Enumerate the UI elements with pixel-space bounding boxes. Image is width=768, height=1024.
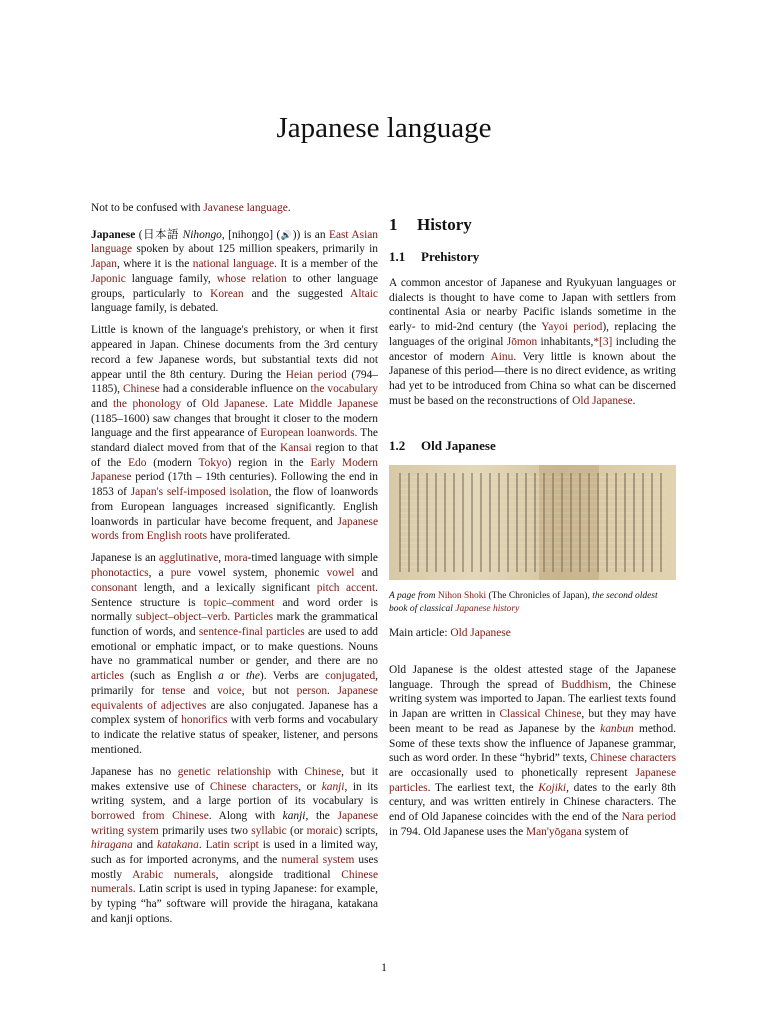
text: ). Verbs are (259, 670, 326, 683)
link-korean[interactable]: Korean (210, 287, 244, 300)
link-latin-script[interactable]: Latin script (205, 839, 259, 852)
link-nara-period[interactable]: Nara period (621, 811, 676, 824)
link-altaic[interactable]: Altaic (350, 287, 378, 300)
text: region to that of the (91, 442, 378, 469)
text: , (218, 552, 225, 565)
text: , but not (241, 684, 297, 697)
link-articles[interactable]: articles (91, 670, 124, 683)
emphasis: a (218, 670, 224, 683)
text: Main article: (389, 627, 451, 640)
manuscript-text-texture (399, 473, 666, 572)
text: had a considerable influence on (159, 383, 311, 396)
text: have proliferated. (207, 530, 291, 543)
link-tokyo[interactable]: Tokyo (198, 456, 228, 469)
page-number: 1 (381, 960, 387, 974)
text: and (132, 839, 158, 852)
section-title: History (417, 215, 472, 234)
section-heading-history (389, 215, 676, 235)
link-chinese-2[interactable]: Chinese (304, 765, 342, 778)
text: . (264, 397, 274, 410)
text: ) region in the (227, 456, 311, 469)
text: inhabitants, (537, 335, 594, 348)
link-heian-period[interactable]: Heian period (285, 368, 347, 381)
text: are occasionally used to phonetically represent (389, 766, 636, 779)
link-japanese-history[interactable]: Japanese history (455, 604, 520, 615)
subsection-heading-old-japanese (389, 438, 676, 454)
text: , in its writing system, and a large portion of its vocabulary is (91, 780, 378, 808)
text: . The earliest text, the (427, 781, 539, 794)
text: A page from (389, 591, 438, 602)
page-title: Japanese language (276, 112, 492, 144)
link-buddhism[interactable]: Buddhism (561, 678, 609, 691)
paragraph-writing-summary (91, 765, 378, 927)
figure-caption (389, 590, 676, 616)
subsection-heading-prehistory (389, 249, 676, 265)
link-whose-relation[interactable]: whose relation (216, 272, 287, 285)
link-pitch-accent[interactable]: pitch accent (316, 581, 376, 594)
link-nihon-shoki[interactable]: Nihon Shoki (437, 591, 487, 602)
text: Japanese is an (91, 552, 159, 565)
link-katakana[interactable]: katakana (157, 839, 199, 852)
text: , a (148, 567, 171, 580)
subsection-title: Prehistory (421, 249, 480, 264)
text: with verb forms and vocabulary to indicate the relative status of speaker, listener, and persons mentioned. (91, 714, 378, 756)
link-the-phonology[interactable]: the phonology (113, 397, 182, 410)
text: to other language groups, particularly to (91, 272, 379, 300)
text: and the suggested (243, 287, 351, 300)
text: (1185–1600) saw changes that brought it closer to the modern language and the first appearance of (91, 412, 378, 440)
link-late-middle-japanese[interactable]: Late Middle Japanese (273, 397, 379, 410)
text: , alongside traditional (215, 868, 342, 881)
text: are used to add emotional or emphatic impact, or to make questions. Nouns have no grammatical number or gender, and there are no (91, 625, 378, 668)
nihon-shoki-image[interactable] (389, 465, 676, 580)
paragraph-prehistory (389, 276, 676, 408)
link-japonic[interactable]: Japonic (91, 272, 126, 285)
text: including the ancestor of modern (389, 335, 676, 363)
romaji: Nihongo (182, 228, 222, 241)
text: spoken by about 125 million speakers, primarily in (132, 243, 378, 256)
link-jomon[interactable]: Jōmon (506, 335, 538, 348)
text: and (185, 684, 218, 697)
link-voice[interactable]: voice (217, 684, 242, 697)
paragraph-grammar-summary (91, 551, 378, 757)
link-chinese-characters[interactable]: Chinese characters (209, 780, 299, 793)
link-kojiki[interactable]: Kojiki (538, 781, 567, 794)
text: -timed language with simple (247, 552, 378, 565)
text: ), replacing the languages of the original (389, 321, 676, 348)
text: uses mostly (91, 854, 379, 881)
paper-stain (539, 465, 599, 580)
text: language family, (125, 272, 217, 285)
link-japanese-writing-system[interactable]: Japanese writing system (91, 809, 378, 837)
link-arabic-numerals[interactable]: Arabic numerals (132, 868, 216, 881)
text: Japanese has no (91, 765, 178, 778)
term-japanese: Japanese (91, 228, 136, 241)
link-honorifics[interactable]: honorifics (181, 714, 228, 727)
link-consonant[interactable]: consonant (91, 581, 138, 594)
text: . Very little is known about the Japanese of this period—there is no direct evidence, as writing had yet to be introduced from China so what can be discerned must be based on the reconstructions of (389, 350, 676, 407)
main-article-note (389, 626, 676, 641)
link-topic-comment[interactable]: topic–comment (203, 596, 275, 609)
text: and word order is normally (91, 596, 378, 624)
text: (794–1185), (91, 368, 378, 396)
paragraph-intro (91, 228, 378, 316)
text: , the (305, 809, 338, 822)
text: , where it is the (116, 258, 193, 271)
text: , [nihoŋgo] ( (221, 228, 281, 241)
link-mora[interactable]: mora (224, 552, 248, 565)
text: ( (135, 228, 143, 241)
native-name: 日本語 (142, 228, 180, 241)
hatnote-end: . (287, 202, 291, 214)
text: . (198, 839, 206, 852)
link-classical-chinese[interactable]: Classical Chinese (499, 708, 582, 721)
link-old-japanese[interactable]: Old Japanese (201, 397, 265, 410)
paragraph-prehistory-summary (91, 323, 378, 544)
text: primarily uses two (158, 824, 252, 837)
link-subject-object-verb[interactable]: subject–object–verb (135, 611, 228, 624)
text: A common ancestor of Japanese and Ryukyuan languages or dialects is thought to have come to Japan with settlers from continental Asia or nearby Pacific islands sometime in the early- to mid-2nd century (the (389, 277, 676, 334)
text: (or (286, 824, 307, 837)
link-chinese[interactable]: Chinese (123, 383, 160, 396)
text: of (181, 397, 202, 410)
text: length, and a lexically significant (137, 581, 317, 594)
text: system of (581, 825, 629, 838)
text: mark the grammatical function of words, and (91, 611, 378, 638)
link-ainu[interactable]: Ainu (490, 350, 514, 363)
link-numeral-system[interactable]: numeral system (281, 854, 355, 867)
speaker-icon[interactable]: 🔊 (280, 229, 293, 240)
link-sentence-final-particles[interactable]: sentence-final particles (198, 625, 305, 638)
right-column (389, 201, 676, 847)
text: , dates to the early 8th century, and was written entirely in Chinese characters. The end of Old Japanese coincides with the end of the (389, 781, 676, 824)
text: (modern (146, 456, 199, 469)
link-borrowed-from-chinese[interactable]: borrowed from Chinese (91, 809, 209, 822)
text: . Sentence structure is (91, 581, 378, 609)
link-particles[interactable]: Particles (233, 611, 274, 624)
link-kanbun[interactable]: kanbun (600, 722, 634, 735)
text: with (271, 765, 305, 778)
link-east-asian-language[interactable]: East Asian language (91, 228, 378, 256)
link-yayoi-period[interactable]: Yayoi period (541, 321, 603, 334)
text: period (17th – 19th centuries). Following the end in 1853 of (91, 471, 378, 499)
text: language family, is debated. (91, 302, 219, 315)
link-edo[interactable]: Edo (128, 456, 147, 469)
text: Old Japanese is the oldest attested stage of the Japanese language. Through the spread of (389, 664, 676, 691)
text: , the second oldest book of classical (389, 591, 658, 615)
hatnote-text: Not to be confused with (91, 202, 204, 214)
link-javanese-language[interactable]: Javanese language (203, 202, 288, 214)
text: . (227, 611, 234, 624)
link-vowel[interactable]: vowel (326, 567, 355, 580)
text: method. Some of these texts show the influence of Japanese grammar, such as word order. In these “hybrid” texts, (389, 722, 676, 765)
text: . It is a member of the (274, 258, 378, 271)
text: , or (298, 780, 322, 793)
subsection-title: Old Japanese (421, 438, 496, 454)
link-hiragana[interactable]: hiragana (91, 839, 133, 852)
link-person[interactable]: person (296, 684, 328, 697)
paragraph-old-japanese (389, 663, 676, 839)
link-chinese-characters-2[interactable]: Chinese characters (590, 752, 676, 765)
link-tense[interactable]: tense (161, 684, 186, 697)
link-pure[interactable]: pure (170, 567, 191, 580)
link-syllabic[interactable]: syllabic (251, 824, 287, 837)
link-european-loanwords[interactable]: European loanwords (260, 427, 355, 440)
link-self-imposed-isolation[interactable]: Japan's self-imposed isolation (130, 486, 269, 499)
section-number: 1 (389, 215, 398, 234)
citation-3[interactable]: *[3] (593, 335, 613, 348)
link-moraic[interactable]: moraic (306, 824, 339, 837)
text: , the flow of loanwords from European languages increased significantly. English loanwords in particular have become frequent, and (91, 486, 378, 528)
text: ) scripts, (338, 824, 378, 837)
text: (The Chronicles of Japan) (486, 591, 588, 602)
text: and (354, 567, 378, 580)
text: . Along with (208, 809, 283, 822)
left-column (91, 201, 378, 934)
text: vowel system, phonemic (190, 567, 327, 580)
link-japanese-particles[interactable]: Japanese particles (389, 766, 676, 794)
text: (such as English (123, 670, 219, 683)
text: , but they may have been meant to be read as Japanese by the (389, 708, 677, 735)
text: or (223, 670, 246, 683)
text: . Latin script is used in typing Japanese: for example, by typing “ha” software will provide the hiragana, katakana and kanji options. (91, 883, 378, 925)
text: in 794. Old Japanese uses the (389, 825, 526, 838)
text: Little is known of the language's prehistory, or when it first appeared in Japan. Chinese documents from the 3rd century record a few Japanese words, but substantial texts did not appear until the 8th century. During the (91, 324, 378, 381)
link-manyogana[interactable]: Man'yōgana (525, 825, 582, 838)
text: is used in a limited way, such as for imported acronyms, and the (91, 839, 378, 867)
link-english-roots[interactable]: Japanese words from English roots (91, 515, 378, 543)
emphasis: kanji (282, 809, 306, 822)
text: . (327, 684, 338, 697)
subsection-number: 1.1 (389, 249, 406, 264)
hatnote (91, 201, 378, 216)
link-old-japanese-2[interactable]: Old Japanese (572, 394, 633, 407)
text: . (632, 394, 636, 407)
text: , primarily for (91, 670, 379, 697)
link-early-modern-japanese[interactable]: Early Modern Japanese (91, 456, 378, 484)
link-kanji[interactable]: kanji (321, 780, 345, 793)
link-conjugated[interactable]: conjugated (325, 670, 376, 683)
subsection-number: 1.2 (389, 438, 406, 454)
text: and (91, 397, 113, 410)
link-chinese-numerals[interactable]: Chinese numerals (91, 868, 378, 896)
text: are also conjugated. Japanese has a complex system of (91, 699, 378, 727)
emphasis: the (246, 670, 260, 683)
link-phonotactics[interactable]: phonotactics (91, 567, 149, 580)
text: . The standard dialect moved from that of the (91, 427, 378, 455)
link-kansai[interactable]: Kansai (279, 442, 312, 455)
link-agglutinative[interactable]: agglutinative (158, 552, 219, 565)
text: , the Chinese writing system was imported to Japan. The earliest texts found in Japan are written in (389, 678, 677, 721)
link-adjectives[interactable]: Japanese equivalents of adjectives (91, 684, 378, 712)
link-main-article-old-japanese[interactable]: Old Japanese (450, 627, 511, 640)
text: )) is an (292, 228, 329, 241)
link-japan[interactable]: Japan (91, 258, 117, 271)
link-national-language[interactable]: national language (192, 258, 275, 271)
link-genetic-relationship[interactable]: genetic relationship (177, 765, 272, 778)
text: , but it makes extensive use of (91, 765, 378, 793)
link-the-vocabulary[interactable]: the vocabulary (310, 383, 378, 396)
